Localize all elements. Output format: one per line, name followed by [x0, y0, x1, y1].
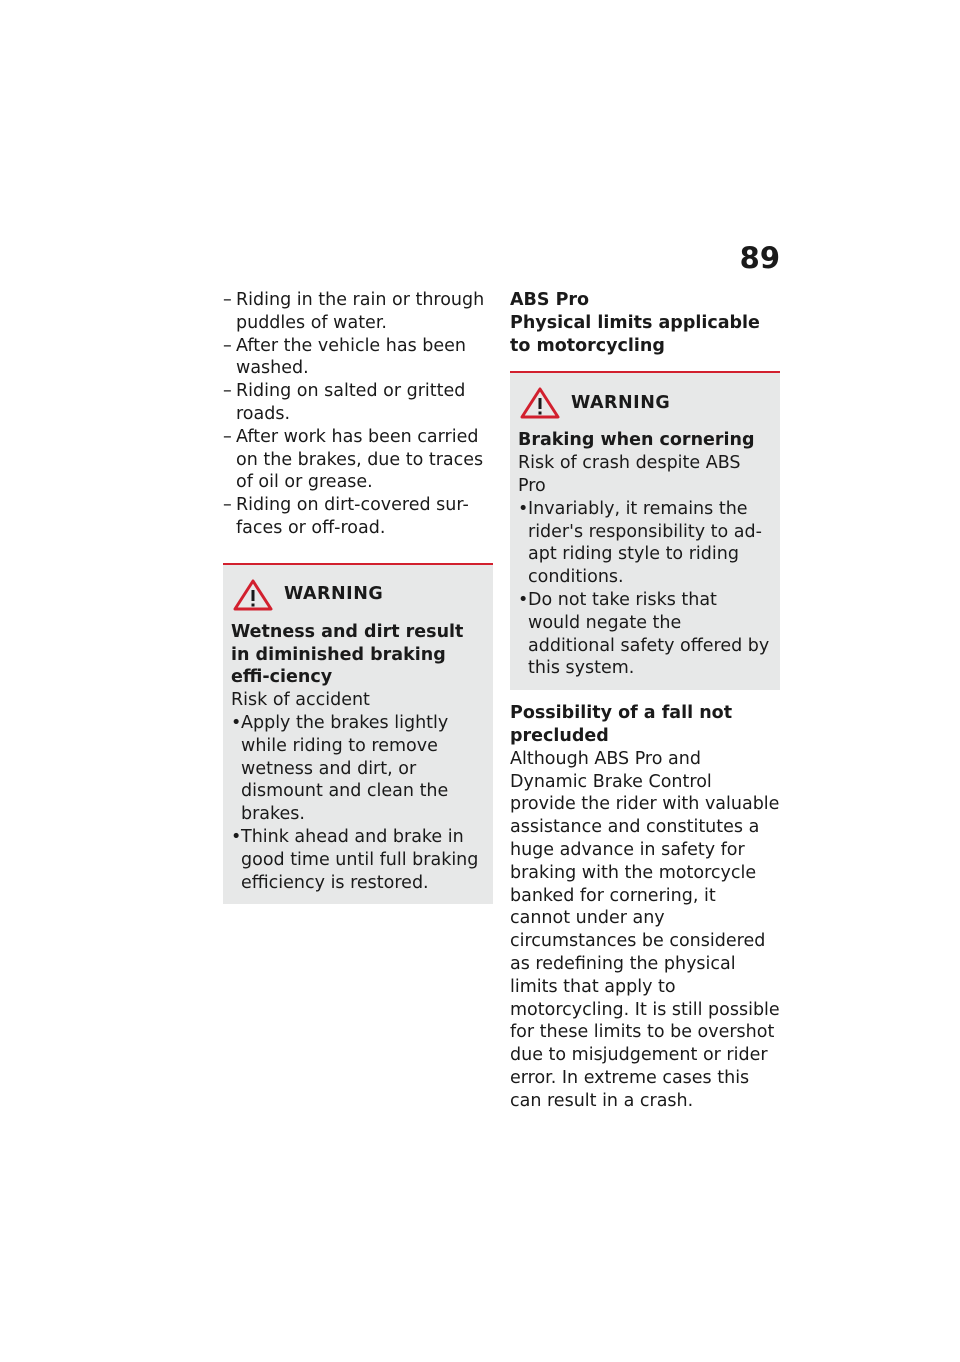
list-item: – Riding in the rain or through puddles of water. [223, 290, 485, 333]
dash-marker: – [223, 335, 232, 356]
list-item: • Invariably, it remains the rider's responsibility to ad-apt riding style to riding conditions. [518, 498, 762, 588]
warning-triangle-icon [233, 579, 273, 611]
dash-marker: – [223, 381, 232, 402]
warning-box-wetness [223, 563, 493, 905]
warning-heading: Wetness and dirt result in diminished braking effi-ciency [231, 621, 464, 688]
bullet-marker: • [231, 712, 242, 733]
warning-heading: Braking when cornering [518, 430, 755, 451]
list-item: – Riding on dirt-covered sur-faces or off-road. [223, 495, 469, 538]
bullet-marker: • [518, 589, 529, 610]
list-item: – Riding on salted or gritted roads. [223, 381, 466, 424]
list-item: • Think ahead and brake in good time until full braking efficiency is restored. [231, 826, 479, 893]
warning-box-cornering [510, 371, 780, 690]
warning-triangle-icon [520, 387, 560, 419]
dash-marker: – [223, 495, 232, 516]
warning-risk: Risk of accident [231, 690, 370, 711]
warning-bullets [231, 712, 485, 894]
page-number: 89 [739, 241, 780, 275]
bullet-marker: • [231, 826, 242, 847]
section-title: ABS Pro [510, 290, 590, 310]
fall-heading: Possibility of a fall not precluded [510, 703, 733, 746]
list-item: • Do not take risks that would negate the additional safety offered by this system. [518, 589, 770, 679]
bullet-marker: • [518, 498, 529, 519]
right-column [510, 289, 780, 1113]
list-item: • Apply the brakes lightly while riding to remove wetness and dirt, or dismount and clean the brakes. [231, 712, 449, 825]
fall-paragraph: Although ABS Pro and Dynamic Brake Control provide the rider with valuable assistance and constitutes a huge advance in safety for braking with the motorcycle banked for cornering, it cannot under any circumstances be considered as redefining the physical limits that apply to motorcycling. It is still possible for these limits to be overshot due to misjudgement or rider error. In extreme cases this can result in a crash. [510, 748, 780, 1111]
dash-marker: – [223, 426, 232, 447]
left-column [223, 289, 493, 904]
condition-list [223, 289, 493, 540]
list-item: – After the vehicle has been washed. [223, 335, 466, 379]
warning-risk: Risk of crash despite ABS Pro [518, 453, 741, 496]
warning-bullets [518, 498, 772, 680]
section-subtitle: Physical limits applicable to motorcycling [510, 312, 760, 356]
dash-marker: – [223, 290, 232, 310]
warning-label: WARNING [284, 584, 384, 605]
warning-header [518, 387, 772, 419]
list-item: – After work has been carried on the brakes, due to traces of oil or grease. [223, 426, 484, 493]
warning-header [231, 579, 485, 611]
warning-label: WARNING [571, 392, 671, 413]
